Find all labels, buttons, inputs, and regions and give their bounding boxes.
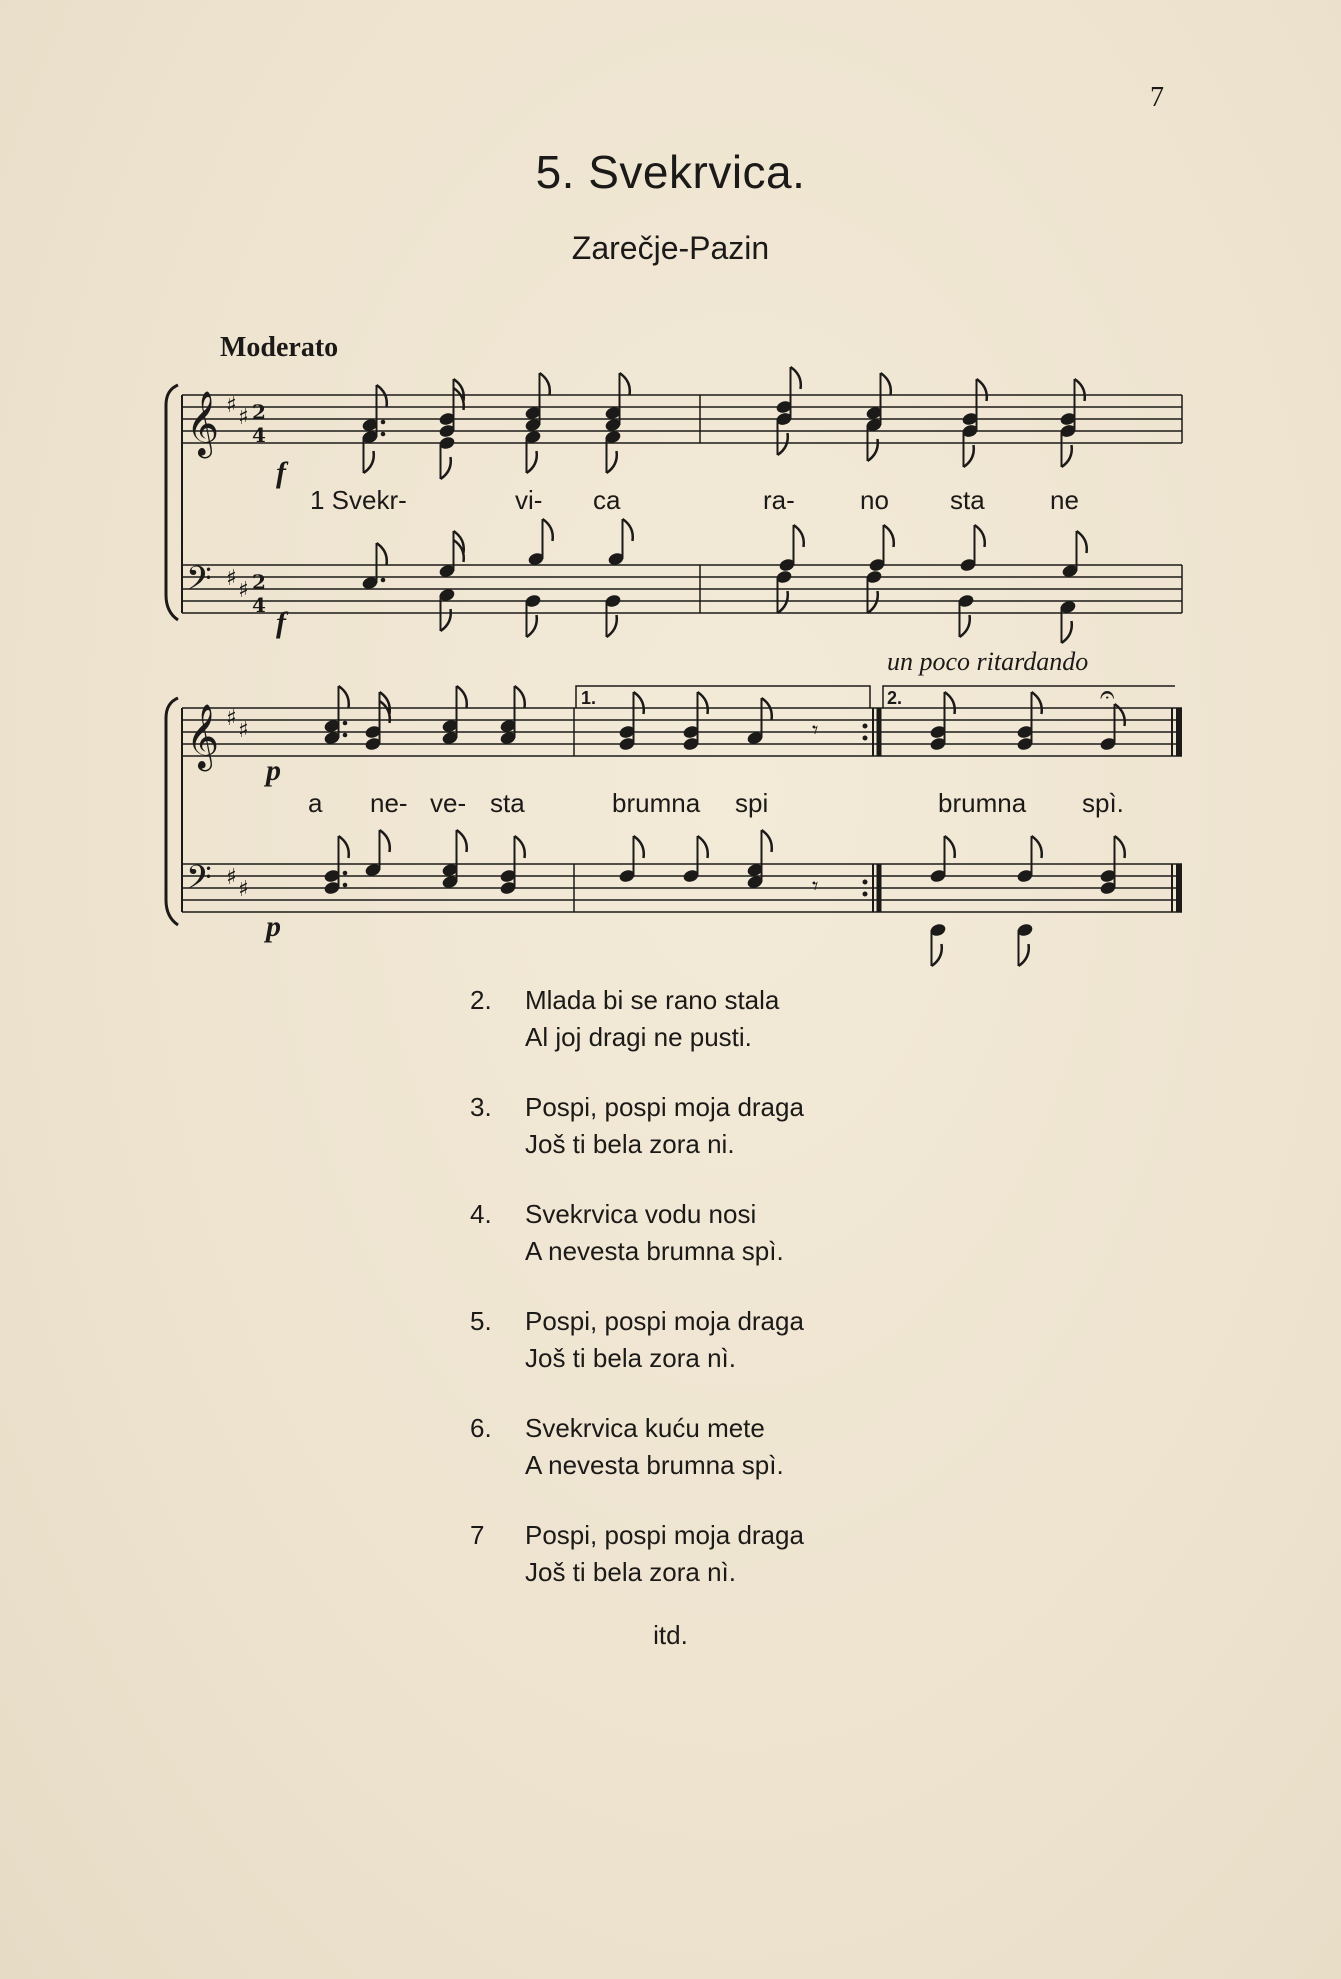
verse-line: Mlada bi se rano stala [525, 985, 780, 1015]
verse [470, 1303, 990, 1377]
lyric-syllable: vi- [515, 485, 543, 515]
key-sharp-icon: ♯ [238, 405, 249, 430]
time-sig-top: 2 [252, 400, 266, 424]
bass-clef-icon: 𝄢 [186, 560, 212, 606]
verse-line: Al joj dragi ne pusti. [525, 1022, 752, 1052]
note-chord [499, 686, 525, 746]
note-chord [499, 836, 525, 896]
verse-number: 2. [470, 985, 492, 1015]
note-chord [607, 519, 633, 567]
note-chord [618, 692, 644, 752]
note-chord [441, 686, 467, 746]
note-chord [323, 686, 349, 746]
verse-line: A nevesta brumna spì. [525, 1450, 784, 1480]
verse-line: Još ti bela zora nì. [525, 1557, 736, 1587]
key-sharp-icon: ♯ [238, 718, 249, 743]
lyric-syllable: ne [1050, 485, 1079, 515]
verse-line: Pospi, pospi moja draga [525, 1092, 804, 1122]
key-sharp-icon: ♯ [226, 865, 237, 890]
lyric-syllable: spì. [1082, 788, 1124, 818]
song-title: 5. Svekrvica. [535, 146, 806, 198]
verse-line: Pospi, pospi moja draga [525, 1520, 804, 1550]
volta-second-label: 2. [887, 688, 903, 708]
lyric-syllable: brumna [938, 788, 1027, 818]
treble-clef-icon: 𝄞 [186, 704, 220, 769]
note-chord [524, 373, 550, 433]
verse-line: Pospi, pospi moja draga [525, 1306, 804, 1336]
eighth-rest-icon: 𝄾 [812, 872, 819, 900]
note-chord [364, 692, 390, 752]
note-chord [1099, 836, 1125, 896]
note-chord [604, 593, 622, 637]
lyric-syllable: sta [950, 485, 985, 515]
note-chord [865, 417, 883, 461]
note-chord [527, 519, 553, 567]
lyric-syllable: ca [593, 485, 621, 515]
dynamic-forte: f [276, 606, 286, 639]
time-sig-bottom: 4 [252, 593, 266, 617]
note-chord [604, 373, 630, 433]
verse [470, 1089, 990, 1163]
verses-list [470, 982, 990, 1624]
note-chord [1061, 531, 1087, 579]
verse [470, 1196, 990, 1270]
dynamic-piano: p [266, 910, 281, 943]
closing-text: itd. [653, 1620, 688, 1650]
verse [470, 1410, 990, 1484]
lyric-syllable: no [860, 485, 889, 515]
note-chord [438, 435, 456, 479]
tempo-marking: Moderato [220, 332, 339, 363]
key-sharp-icon: ♯ [226, 566, 237, 591]
key-sharp-icon: ♯ [226, 706, 237, 731]
verse-number: 6. [470, 1413, 492, 1443]
time-sig-bottom: 4 [252, 423, 266, 447]
note-chord [1059, 423, 1077, 467]
note-chord [441, 830, 467, 890]
volta-first-label: 1. [581, 688, 597, 708]
note-chord [1016, 922, 1034, 966]
note-chord [929, 922, 947, 966]
note-chord [438, 587, 456, 631]
eighth-rest-icon: 𝄾 [812, 716, 819, 744]
fermata-icon: 𝄐 [1100, 680, 1115, 710]
note-chord [524, 593, 542, 637]
dynamic-forte: f [276, 456, 286, 489]
song-origin: Zarečje-Pazin [571, 230, 770, 266]
verse-line: Još ti bela zora nì. [525, 1343, 736, 1373]
note-chord [865, 569, 883, 613]
note-chord [746, 698, 772, 746]
verse [470, 1517, 990, 1591]
key-sharp-icon: ♯ [238, 578, 249, 603]
lyric-syllable: ve- [430, 788, 467, 818]
lyrics-system1 [310, 485, 1079, 515]
key-sharp-icon: ♯ [238, 877, 249, 902]
verse-line: Još ti bela zora ni. [525, 1129, 735, 1159]
verse-line: A nevesta brumna spì. [525, 1236, 784, 1266]
lyric-syllable: ra- [763, 485, 795, 515]
treble-clef-icon: 𝄞 [186, 391, 220, 456]
note-chord [1059, 599, 1077, 643]
page-number: 7 [1150, 82, 1164, 113]
note-chord [957, 593, 975, 637]
note-chord [682, 692, 708, 752]
note-chord [929, 692, 955, 752]
lyric-syllable: a [308, 788, 323, 818]
verse-number: 4. [470, 1199, 492, 1229]
note-chord [961, 423, 979, 467]
verse-number: 3. [470, 1092, 492, 1122]
note-chord [775, 411, 793, 455]
lyric-syllable: ne- [370, 788, 408, 818]
verse-line: Svekrvica vodu nosi [525, 1199, 757, 1229]
note-chord [438, 379, 464, 439]
note-chord [364, 830, 390, 878]
system1-bass-staff [182, 565, 1182, 613]
key-sharp-icon: ♯ [226, 393, 237, 418]
system1-treble-staff [182, 395, 1182, 443]
lyric-syllable: spi [735, 788, 769, 818]
verse-number: 7 [470, 1520, 485, 1550]
expression-marking: un poco ritardando [887, 647, 1089, 676]
note-chord [746, 830, 772, 890]
lyrics-system2 [308, 788, 1124, 818]
note-chord [524, 429, 542, 473]
note-chord [1016, 692, 1042, 752]
lyric-syllable: 1 Svekr- [310, 485, 407, 515]
note-chord [604, 429, 622, 473]
note-chord [361, 429, 379, 473]
verse [470, 982, 990, 1056]
verse-number: 5. [470, 1306, 492, 1336]
note-chord [775, 569, 793, 613]
note-chord [361, 543, 387, 591]
note-chord [438, 531, 464, 579]
note-chord [323, 836, 349, 896]
lyric-syllable: sta [490, 788, 525, 818]
bass-clef-icon: 𝄢 [186, 859, 212, 905]
verse-line: Svekrvica kuću mete [525, 1413, 765, 1443]
lyric-syllable: brumna [612, 788, 701, 818]
time-sig-top: 2 [252, 570, 266, 594]
dynamic-piano: p [266, 754, 281, 787]
